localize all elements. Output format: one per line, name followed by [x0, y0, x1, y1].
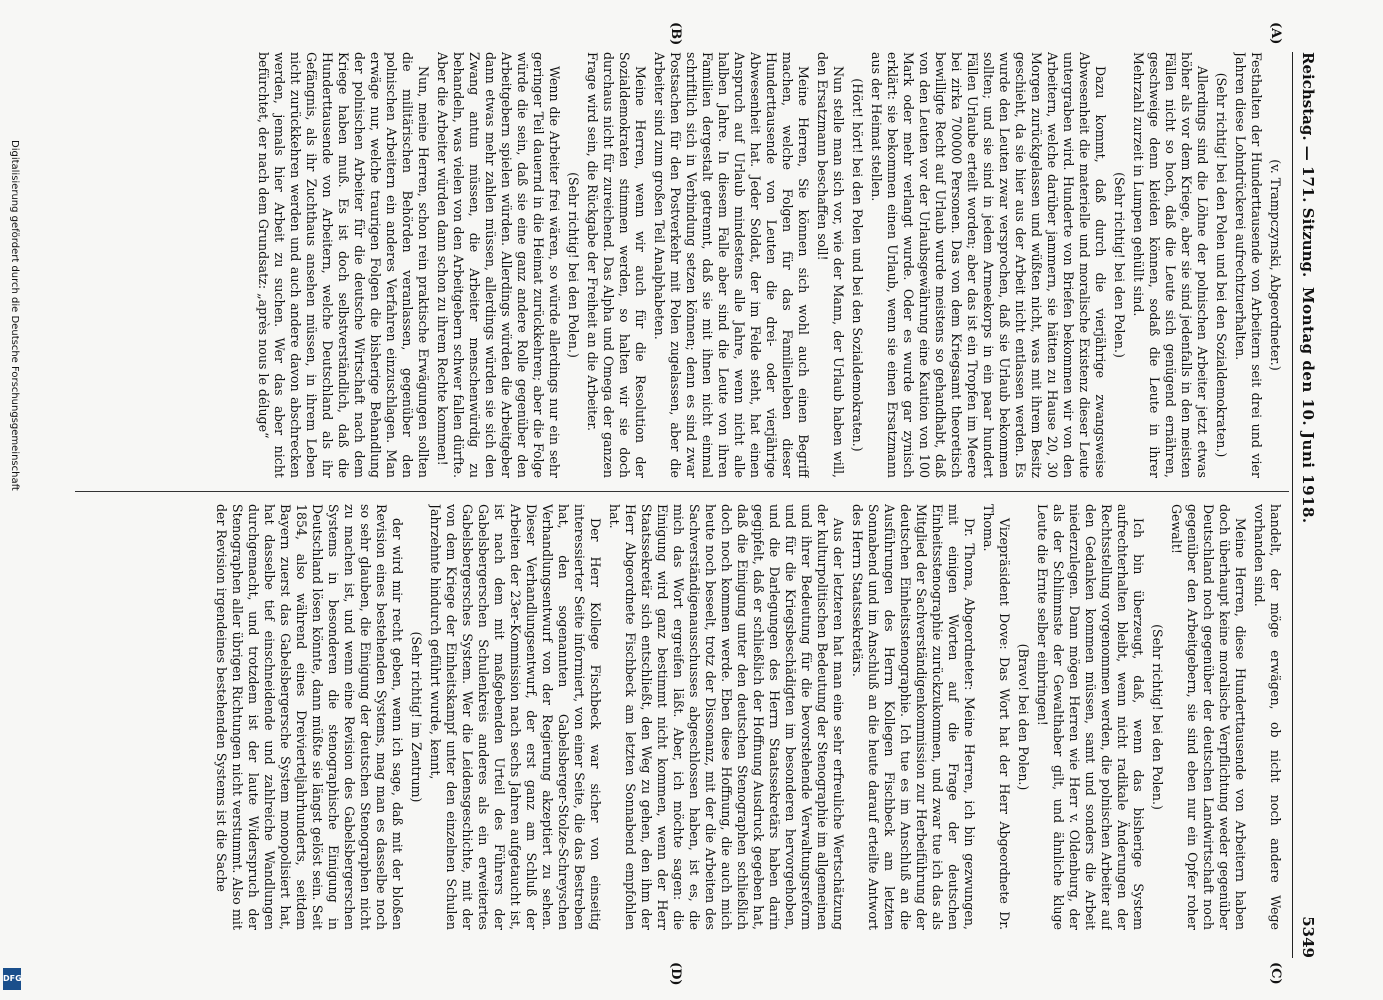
margin-mark-c: (C) [1268, 962, 1283, 985]
paragraph: (Hört! hört! bei den Polen und bei den Sozialdemokraten.) [850, 78, 865, 452]
dfg-logo: DFG [3, 968, 21, 990]
paragraph: Meine Herren, wenn wir auch für die Resolution der Sozialdemokraten stimmen werden, so halten wir sie doch durchaus nicht für zureichend. Das Alpha und Omega der ganzen Frage wird sein, die Rückgabe der Freiheit an die Arbeiter. [585, 52, 648, 478]
paragraph: (v. Trampczynski, Abgeordneter.) [1268, 159, 1283, 371]
paragraph: (Bravo! bei den Polen.) [1016, 643, 1031, 791]
paragraph: Meine Herren, Sie können sich wohl auch einen Begriff machen, welche Folgen für das Familienleben dieser Hunderttausende von Leuten die drei- oder vierjährige Abwesenheit hat. Jeder Soldat, der im Felde steht, hat einen Anspruch auf Urlaub mindestens alle Jahre, wenn nicht alle halben Jahre. In diesem Falle aber sind die Leute von ihren Familien dergestalt getrennt, daß sie mit ihnen nicht einmal schriftlich sich in Verbindung setzen können; denn es sind zwar Postsachen für den Postverkehr mit Polen zugelassen, aber die Arbeiter sind zum großen Teil Analphabeten. [652, 52, 811, 478]
paragraph: Nun stelle man sich vor, wie der Mann, der Urlaub haben will, den Ersatzmann beschaffen soll! [815, 52, 846, 478]
paragraph: (Sehr richtig! bei den Polen.) [1112, 172, 1127, 358]
paragraph: (Sehr richtig! bei den Polen und bei den Sozialdemokraten.) [1214, 72, 1229, 458]
rotated-scan [65, 22, 1323, 986]
paragraph: Nun, meine Herren, schon rein praktische Erwägungen sollten die militärischen Behörden veranlassen, gegenüber den polnischen Arbeitern ein anderes Verfahren einzuschlagen. Man erwäge nur, welche traurigen Folgen die bisherige Behandlung der polnischen Arbeiter für die deutsche Wirtschaft nach dem Kriege haben muß. Es ist doch selbstverständlich, daß die Hunderttausende von Arbeitern, welche Deutschland als ihr Gefängnis, als ihr Zuchthaus ansehen müssen, in ihrem Leben nicht zurückkehren werden und auch andere davon abschrecken werden, jemals hier Arbeit zu suchen. Wer das aber nicht befürchtet, der nach dem Grundsatz: „après nous le déluge“ [256, 52, 431, 478]
paragraph: Meine Herren, diese Hunderttausende von Arbeitern haben doch überhaupt keine moralische Verpflichtung weder gegenüber Deutschland noch gegenüber der deutschen Landwirtschaft noch gegenüber den Arbeitgebern, sie sind eben nur ein Opfer roher Gewalt! [1169, 504, 1248, 930]
paragraph: Dr. Thoma, Abgeordneter: Meine Herren, ich bin gezwungen, mit einigen Worten auf die Frage der deutschen Einheitsstenographie zurückzukommen, und zwar tue ich das als Mitglied der Sachverständigenkommission zur Herbeiführung der deutschen Einheitsstenographie. Ich tue es im Anschluß an die Ausführungen des Herrn Kollegen Fischbeck am letzten Sonnabend und im Anschluß an die heute darauf erteilte Antwort des Herrn Staatssekretärs. [850, 504, 977, 930]
margin-mark-a: (A) [1268, 22, 1283, 45]
paragraph: Wenn die Arbeiter frei wären, so würde allerdings nur ein sehr geringer Teil dauernd in die Heimat zurückkehren; aber die Folge würde die sein, daß sie eine ganz andere Rolle gegenüber den Arbeitgebern spielen würden. Allerdings würden die Arbeitgeber dann etwas mehr zahlen müssen, allerdings würden sie sich den Zwang antun müssen, die Arbeiter menschenwürdig zu behandeln, was vielen von den Arbeitgebern schwer fallen dürfte. Aber die Arbeiter würden dann schon zu ihrem Rechte kommen! [435, 52, 562, 478]
margin-mark-b: (B) [668, 22, 683, 46]
header-page-number: 5349 [1299, 916, 1317, 958]
header-session: Reichstag. — 171. Sitzung. [1299, 52, 1317, 278]
header-rule [1292, 52, 1293, 958]
paragraph: (Sehr richtig! bei den Polen.) [1150, 624, 1165, 810]
right-column [75, 504, 1283, 930]
funding-caption [6, 140, 20, 1000]
paragraph: Dazu kommt, daß durch die vierjährige zwangsweise Abwesenheit die materielle und moralische Existenz dieser Leute untergraben wird. Hunderte von Briefen bekommen wir von den Arbeitern, welche darüber jammern, sie hätten zu Hause 20, 30 Morgen zurückgelassen und wüßten nicht, was mit ihrem Besitz geschieht, da sie hier aus der Arbeit nicht entlassen werden. Es wurde den Leuten zwar versprochen, daß sie Urlaub bekommen sollten; und sie sind in jedem Armeekorps in ein paar hundert Fällen Urlaube erteilt worden; aber das ist ein Tropfen im Meere bei zirka 700000 Personen. Das von dem Kriegsamt theoretisch bewilligte Recht auf Urlaub wurde meistens so gehandhabt, daß von den Leuten vor der Urlaubsgewährung eine Kaution von 100 Mark oder mehr verlangt wurde. Oder es wurde gar zynisch erklärt: sie bekommen einen Urlaub, wenn sie einen Ersatzmann aus der Heimat stellen. [869, 52, 1108, 478]
left-column [75, 52, 1283, 478]
header-date: Montag den 10. Juni 1918. [1299, 287, 1317, 524]
paragraph: Festhalten der Hunderttausende von Arbeitern seit drei und vier Jahren diese Lohndrückerei aufrechtzuerhalten. [1233, 52, 1264, 478]
paragraph: Allerdings sind die Löhne der polnischen Arbeiter jetzt etwas höher als vor dem Kriege, aber sie sind jedenfalls in den meisten Fällen nicht so hoch, daß die Leute sich genügend ernähren, geschweige denn kleiden können, sodaß die Leute in ihrer Mehrzahl zurzeit in Lumpen gehüllt sind. [1131, 52, 1210, 478]
paragraph: Vizepräsident Dove: Das Wort hat der Herr Abgeordnete Dr. Thoma. [981, 504, 1012, 930]
paragraph: (Sehr richtig! bei den Polen.) [566, 172, 581, 358]
paragraph: der wird mir recht geben, wenn ich sage, daß mit der bloßen Revision eines bestehenden Systems, mag man es dasselbe noch so sehr glauben, die Einigung der deutschen Stenographen nicht zu machen ist, und wenn eine Revision des Gabelsbergerschen Systems in besonderen die stenographische Einigung in Deutschland lösen könnte, dann müßte sie längst gelöst sein. Seit 1854, also während eines Dreivierteljahrhunderts, seitdem Bayern zuerst das Gabelsbergersche System monopolisiert hat, hat dasselbe tief einschneidende und zahlreiche Wandlungen durchgemacht, und trotzdem ist der laute Widerspruch der Stenographen aller übrigen Richtungen nicht verstummt. Also mit der Revision irgendeines bestehenden Systems ist die Sache [214, 504, 405, 930]
page-header [1293, 52, 1323, 958]
paragraph: Der Herr Kollege Fischbeck war sicher von einseitig interessierter Seite informiert, von einer Seite, die das Bestreben hat, den sogenannten Gabelsberger-Stolze-Schreyschen Verhandlungsentwurf von der Regierung akzeptiert zu sehen. Dieser Verhandlungsentwurf, der erst ganz am Schluß der Arbeiten der 23er-Kommission nach sechs Jahren aufgetaucht ist, ist nach dem mit maßgebenden Urteil des Führers der Gabelsbergerschen Schulenkreis anderes als ein erweitertes Gabelsbergersches System. Wer die Leidensgeschichte, mit der von dem Kriege der Einheitskampf unter den einzelnen Schulen Jahrzehnte hindurch geführt wurde, kennt, [428, 504, 603, 930]
funding-caption-text: Digitalisierung gefördert durch die Deutsche Forschungsgemeinschaft [9, 140, 20, 491]
margin-mark-d: (D) [668, 962, 683, 986]
paragraph: handelt, der möge erwägen, ob nicht noch andere Wege vorhanden sind. [1252, 504, 1283, 930]
paragraph: Aus der letzteren hat man eine sehr erfreuliche Wertschätzung der kulturpolitischen Bedeutung der Stenographie im allgemeinen und ihrer Bedeutung für die bevorstehende Verwaltungsreform und für die Kriegsbeschädigten im besonderen hervorgehoben, und die Darlegungen des Herrn Staatssekretärs haben darin gegipfelt, daß er schließlich der Hoffnung Ausdruck gegeben hat, daß die Einigung unter den deutschen Stenographen schließlich doch noch kommen werde. Eben diese Hoffnung, die auch mich heute noch beseelt, trotz der Dissonanz, mit der die Arbeiten des Sachverständigenausschusses abgeschlossen haben, ist es, die mich das Wort ergreifen läßt. Aber, ich möchte sagen: die Einigung wird ganz bestimmt nicht kommen, wenn der Herr Staatssekretär sich entschließt, den Weg zu gehen, den ihm der Herr Abgeordnete Fischbeck am letzten Sonnabend empfohlen hat. [607, 504, 846, 930]
column-divider [75, 491, 1289, 492]
paragraph: Ich bin überzeugt, daß, wenn das bisherige System aufrechterhalten bleibt, wenn nicht radikale Änderungen der Rechtsstellung vorgenommen werden, die polnischen Arbeiter auf den Gedanken kommen müssen, samt und sonders die Arbeit niederzulegen. Dann mögen Herren wie Herr v. Oldenburg, der als der Schlimmste der Gewalthaber gilt, und ähnliche kluge Leute die Ernte selber einbringen! [1035, 504, 1146, 930]
paragraph: (Sehr richtig! im Zentrum) [409, 631, 424, 803]
